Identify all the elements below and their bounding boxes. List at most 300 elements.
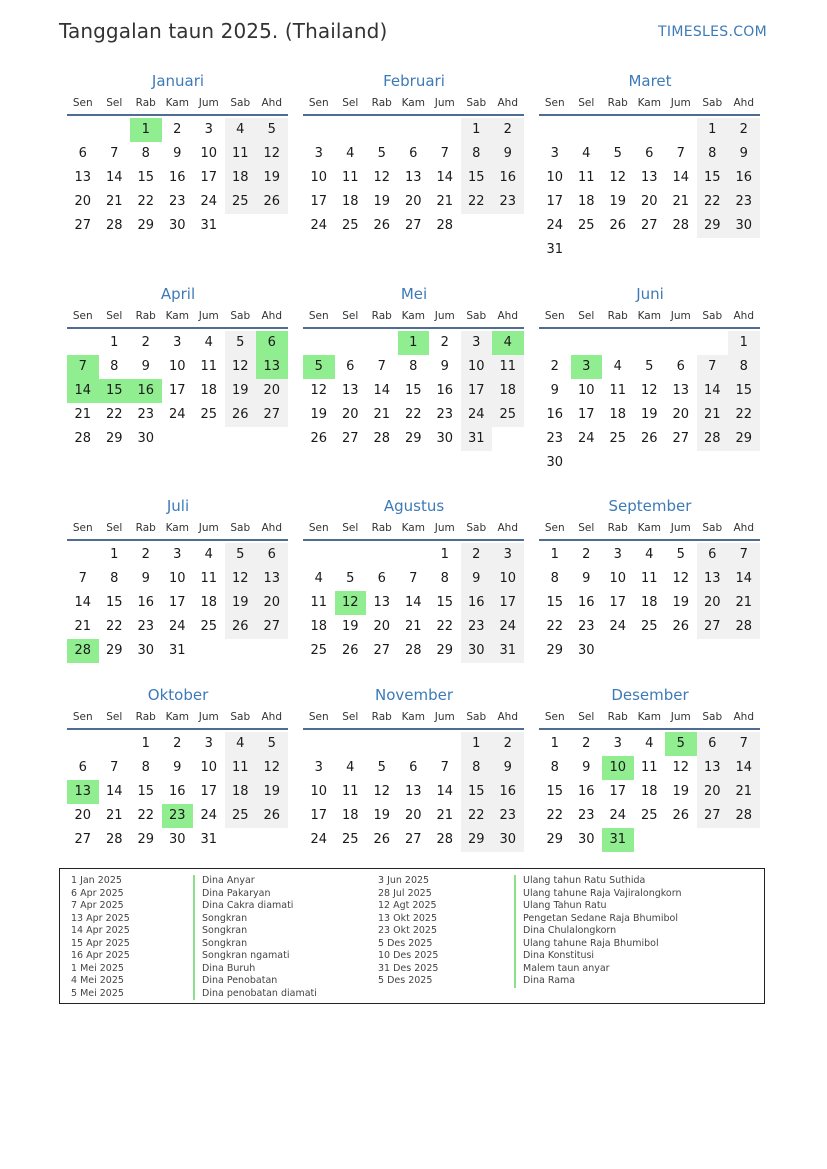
day-cell: 30 — [137, 431, 155, 446]
day-cell: 21 — [436, 194, 454, 209]
day-cell: 5 — [225, 543, 257, 567]
week-row — [67, 190, 289, 214]
day-cell: 24 — [609, 808, 627, 823]
day-cell: 22 — [546, 808, 564, 823]
weekday-label: Sab — [702, 711, 723, 723]
weekday-label: Jum — [434, 310, 455, 322]
day-cell: 5 — [256, 732, 288, 756]
day-cell: 7 — [78, 571, 87, 586]
day-cell: 11 — [341, 784, 359, 799]
day-cell: 3 — [173, 547, 182, 562]
day-cell: 17 — [577, 407, 595, 422]
day-cell: 17 — [200, 170, 218, 185]
weekday-label: Sel — [578, 310, 595, 322]
day-cell: 17 — [168, 595, 186, 610]
day-cell: 18 — [492, 379, 524, 403]
day-cell: 7 — [697, 355, 729, 379]
day-cell: 13 — [640, 170, 658, 185]
day-cell: 26 — [225, 615, 257, 639]
weekday-header — [67, 519, 289, 537]
week-row — [539, 804, 761, 828]
day-cell: 25 — [609, 431, 627, 446]
weekday-label: Rab — [607, 522, 628, 534]
day-cell: 6 — [409, 146, 418, 161]
weekday-label: Kam — [165, 97, 189, 109]
day-cell: 21 — [728, 780, 760, 804]
weekday-label: Rab — [371, 711, 392, 723]
week-row — [303, 118, 525, 142]
day-cell: 22 — [137, 194, 155, 209]
legend-date: 4 Mei 2025 — [71, 975, 124, 986]
site-logo-link[interactable]: TIMESLES.COM — [658, 24, 767, 40]
legend-holiday-name: Dina Pakaryan — [193, 888, 317, 901]
weekday-label: Sen — [308, 97, 329, 109]
day-cell: 20 — [341, 407, 359, 422]
week-row — [67, 639, 289, 663]
day-cell: 1 — [461, 732, 493, 756]
week-row — [539, 355, 761, 379]
day-cell: 15 — [697, 166, 729, 190]
empty-cell — [539, 331, 571, 355]
day-cell: 31 — [461, 427, 493, 451]
day-cell: 20 — [74, 808, 92, 823]
day-cell: 22 — [105, 619, 123, 634]
header-rule — [539, 539, 760, 541]
day-cell: 10 — [310, 170, 328, 185]
day-cell: 13 — [74, 170, 92, 185]
day-cell: 13 — [256, 355, 288, 379]
day-cell: 8 — [550, 571, 559, 586]
weekday-label: Ahd — [733, 522, 754, 534]
day-cell: 20 — [74, 194, 92, 209]
day-cell: 29 — [404, 431, 422, 446]
empty-cell — [225, 214, 257, 238]
day-cell: 24 — [168, 407, 186, 422]
weekday-label: Sen — [72, 97, 93, 109]
empty-cell — [602, 331, 634, 355]
week-row — [539, 639, 761, 663]
day-cell: 18 — [640, 784, 658, 799]
weekday-label: Sab — [466, 310, 487, 322]
day-cell: 17 — [200, 784, 218, 799]
day-cell: 11 — [640, 760, 658, 775]
weekday-label: Sel — [342, 310, 359, 322]
weekday-label: Sel — [106, 522, 123, 534]
month-name: November — [374, 686, 454, 704]
day-cell: 20 — [373, 619, 391, 634]
day-cell: 18 — [609, 407, 627, 422]
day-cell: 12 — [310, 383, 328, 398]
weekday-header — [539, 519, 761, 537]
week-row — [303, 427, 525, 451]
legend-date: 3 Jun 2025 — [378, 875, 430, 886]
day-cell: 6 — [78, 760, 87, 775]
empty-cell — [728, 238, 760, 262]
day-cell: 18 — [200, 595, 218, 610]
empty-cell — [571, 238, 603, 262]
legend-holiday-name: Ulang tahun Ratu Suthida — [514, 875, 681, 888]
day-cell: 19 — [609, 194, 627, 209]
day-cell: 3 — [492, 543, 524, 567]
week-row — [67, 118, 289, 142]
month-name: April — [160, 285, 196, 303]
empty-cell — [571, 451, 603, 475]
weekday-label: Rab — [607, 711, 628, 723]
day-cell: 5 — [377, 760, 386, 775]
day-cell: 27 — [404, 832, 422, 847]
day-cell: 12 — [373, 784, 391, 799]
weekday-header — [303, 519, 525, 537]
week-row — [67, 403, 289, 427]
day-cell: 30 — [436, 431, 454, 446]
weekday-header — [67, 307, 289, 325]
day-cell: 5 — [225, 331, 257, 355]
legend-holiday-name: Dina Chulalongkorn — [514, 925, 681, 938]
day-cell: 26 — [341, 643, 359, 658]
header-rule — [303, 327, 524, 329]
week-row — [303, 142, 525, 166]
day-cell: 21 — [74, 407, 92, 422]
day-cell: 15 — [436, 595, 454, 610]
day-cell: 29 — [546, 643, 564, 658]
day-cell: 25 — [492, 403, 524, 427]
empty-cell — [225, 639, 257, 663]
day-cell: 5 — [645, 359, 654, 374]
day-cell: 25 — [341, 218, 359, 233]
legend-dates-left — [71, 875, 130, 1000]
weekday-label: Sab — [230, 522, 251, 534]
month-name: Januari — [151, 72, 205, 90]
day-cell: 3 — [613, 547, 622, 562]
day-cell: 4 — [346, 146, 355, 161]
empty-cell — [193, 427, 225, 451]
day-cell: 1 — [398, 331, 430, 355]
empty-cell — [697, 238, 729, 262]
empty-cell — [366, 118, 398, 142]
day-cell: 19 — [373, 194, 391, 209]
empty-cell — [67, 118, 99, 142]
day-cell: 23 — [546, 431, 564, 446]
day-cell: 30 — [168, 218, 186, 233]
day-cell: 28 — [697, 427, 729, 451]
day-cell: 10 — [492, 567, 524, 591]
day-cell: 24 — [492, 615, 524, 639]
empty-cell — [492, 214, 524, 238]
header-rule — [303, 539, 524, 541]
day-cell: 1 — [440, 547, 449, 562]
weekday-label: Kam — [165, 522, 189, 534]
header-rule — [539, 114, 760, 116]
month-name: Maret — [628, 72, 672, 90]
day-cell: 26 — [672, 619, 690, 634]
week-row — [539, 238, 761, 262]
empty-cell — [602, 118, 634, 142]
weekday-label: Sab — [702, 310, 723, 322]
weekday-label: Kam — [401, 711, 425, 723]
day-cell: 27 — [74, 832, 92, 847]
day-cell: 16 — [728, 166, 760, 190]
day-cell: 22 — [461, 190, 493, 214]
day-cell: 23 — [577, 808, 595, 823]
day-cell: 11 — [577, 170, 595, 185]
day-cell: 16 — [137, 595, 155, 610]
day-cell: 18 — [225, 166, 257, 190]
day-cell: 29 — [436, 643, 454, 658]
empty-cell — [634, 828, 666, 852]
week-row — [67, 780, 289, 804]
weekday-header — [539, 708, 761, 726]
day-cell: 16 — [546, 407, 564, 422]
empty-cell — [398, 118, 430, 142]
empty-cell — [665, 238, 697, 262]
day-cell: 18 — [310, 619, 328, 634]
day-cell: 5 — [346, 571, 355, 586]
holiday-legend — [59, 868, 765, 1004]
week-row — [303, 804, 525, 828]
weekday-label: Rab — [135, 97, 156, 109]
week-row — [539, 615, 761, 639]
legend-date: 13 Apr 2025 — [71, 912, 130, 924]
empty-cell — [303, 331, 335, 355]
weekday-label: Ahd — [733, 711, 754, 723]
day-cell: 21 — [105, 194, 123, 209]
empty-cell — [665, 331, 697, 355]
day-cell: 5 — [377, 146, 386, 161]
day-cell: 17 — [492, 591, 524, 615]
day-cell: 16 — [577, 784, 595, 799]
day-cell: 7 — [67, 355, 99, 379]
day-cell: 9 — [440, 359, 449, 374]
day-cell: 16 — [436, 383, 454, 398]
day-cell: 17 — [609, 784, 627, 799]
day-cell: 9 — [461, 567, 493, 591]
day-cell: 8 — [110, 359, 119, 374]
week-row — [303, 828, 525, 852]
weekday-label: Jum — [670, 310, 691, 322]
legend-date: 16 Apr 2025 — [71, 950, 130, 961]
legend-holiday-name: Ulang tahune Raja Vajiralongkorn — [514, 888, 681, 901]
weekday-label: Sab — [466, 711, 487, 723]
week-row — [539, 118, 761, 142]
week-row — [303, 379, 525, 403]
day-cell: 13 — [672, 383, 690, 398]
day-cell: 3 — [173, 335, 182, 350]
day-cell: 1 — [110, 547, 119, 562]
empty-cell — [67, 331, 99, 355]
empty-cell — [256, 828, 288, 852]
day-cell: 30 — [168, 832, 186, 847]
day-cell: 31 — [602, 828, 634, 852]
day-cell: 5 — [256, 118, 288, 142]
day-cell: 24 — [200, 808, 218, 823]
day-cell: 20 — [697, 780, 729, 804]
month-name: Oktober — [147, 686, 209, 704]
day-cell: 22 — [697, 190, 729, 214]
day-cell: 2 — [582, 547, 591, 562]
empty-cell — [335, 118, 367, 142]
day-cell: 28 — [404, 643, 422, 658]
day-cell: 28 — [67, 639, 99, 663]
month-name: Mei — [400, 285, 428, 303]
weekday-label: Ahd — [733, 310, 754, 322]
weekday-label: Ahd — [497, 522, 518, 534]
day-cell: 24 — [577, 431, 595, 446]
legend-holiday-name: Dina Rama — [514, 975, 681, 988]
weekday-label: Sab — [230, 97, 251, 109]
day-cell: 25 — [640, 808, 658, 823]
day-cell: 26 — [373, 218, 391, 233]
day-cell: 24 — [200, 194, 218, 209]
weekday-label: Sen — [544, 97, 565, 109]
day-cell: 19 — [310, 407, 328, 422]
day-cell: 19 — [341, 619, 359, 634]
weekday-label: Ahd — [261, 310, 282, 322]
day-cell: 20 — [256, 591, 288, 615]
weekday-label: Kam — [637, 97, 661, 109]
day-cell: 28 — [105, 218, 123, 233]
week-row — [303, 567, 525, 591]
month-name: Juni — [636, 285, 664, 303]
day-cell: 14 — [436, 784, 454, 799]
day-cell: 14 — [373, 383, 391, 398]
day-cell: 6 — [697, 543, 729, 567]
day-cell: 3 — [571, 355, 603, 379]
week-row — [539, 828, 761, 852]
weekday-label: Sel — [578, 522, 595, 534]
day-cell: 14 — [728, 567, 760, 591]
day-cell: 26 — [310, 431, 328, 446]
day-cell: 14 — [436, 170, 454, 185]
day-cell: 19 — [373, 808, 391, 823]
weekday-label: Sen — [72, 310, 93, 322]
month-name: Juli — [166, 497, 190, 515]
week-row — [67, 567, 289, 591]
week-row — [67, 591, 289, 615]
day-cell: 23 — [577, 619, 595, 634]
day-cell: 11 — [341, 170, 359, 185]
empty-cell — [429, 118, 461, 142]
day-cell: 14 — [74, 595, 92, 610]
day-cell: 19 — [672, 595, 690, 610]
header-rule — [303, 114, 524, 116]
week-row — [539, 756, 761, 780]
day-cell: 6 — [346, 359, 355, 374]
day-cell: 21 — [404, 619, 422, 634]
empty-cell — [366, 543, 398, 567]
day-cell: 14 — [697, 379, 729, 403]
day-cell: 4 — [204, 335, 213, 350]
month-mei — [303, 283, 525, 451]
day-cell: 3 — [461, 331, 493, 355]
day-cell: 8 — [409, 359, 418, 374]
day-cell: 21 — [697, 403, 729, 427]
legend-holiday-name: Ulang Tahun Ratu — [514, 900, 681, 913]
weekday-label: Jum — [670, 97, 691, 109]
day-cell: 11 — [310, 595, 328, 610]
week-row — [67, 142, 289, 166]
week-row — [303, 543, 525, 567]
week-row — [67, 166, 289, 190]
day-cell: 13 — [373, 595, 391, 610]
day-cell: 7 — [728, 543, 760, 567]
day-cell: 28 — [436, 218, 454, 233]
empty-cell — [571, 331, 603, 355]
weekday-label: Sel — [342, 97, 359, 109]
weekday-label: Sel — [106, 310, 123, 322]
day-cell: 10 — [310, 784, 328, 799]
month-name: September — [608, 497, 692, 515]
week-row — [539, 451, 761, 475]
day-cell: 14 — [105, 784, 123, 799]
day-cell: 4 — [346, 760, 355, 775]
day-cell: 30 — [546, 455, 564, 470]
day-cell: 31 — [492, 639, 524, 663]
day-cell: 18 — [341, 194, 359, 209]
weekday-header — [303, 307, 525, 325]
weekday-label: Sel — [106, 711, 123, 723]
day-cell: 29 — [546, 832, 564, 847]
weekday-label: Kam — [165, 310, 189, 322]
empty-cell — [398, 732, 430, 756]
day-cell: 5 — [676, 547, 685, 562]
header-rule — [67, 539, 288, 541]
day-cell: 9 — [173, 146, 182, 161]
day-cell: 30 — [137, 643, 155, 658]
day-cell: 11 — [200, 571, 218, 586]
weekday-label: Ahd — [497, 97, 518, 109]
legend-holiday-name: Dina Konstitusi — [514, 950, 681, 963]
week-row — [539, 403, 761, 427]
day-cell: 24 — [168, 619, 186, 634]
day-cell: 27 — [697, 615, 729, 639]
empty-cell — [665, 118, 697, 142]
day-cell: 23 — [168, 194, 186, 209]
day-cell: 10 — [168, 571, 186, 586]
legend-holiday-name: Songkran ngamati — [193, 950, 317, 963]
day-cell: 14 — [67, 379, 99, 403]
day-cell: 11 — [640, 571, 658, 586]
month-desember — [539, 684, 761, 852]
week-row — [303, 780, 525, 804]
day-cell: 22 — [105, 407, 123, 422]
legend-holiday-name: Ulang tahune Raja Bhumibol — [514, 938, 681, 951]
week-row — [539, 780, 761, 804]
empty-cell — [335, 732, 367, 756]
day-cell: 25 — [225, 804, 257, 828]
month-september — [539, 495, 761, 663]
weekday-label: Rab — [371, 97, 392, 109]
day-cell: 13 — [256, 567, 288, 591]
day-cell: 11 — [609, 383, 627, 398]
legend-dates-right — [378, 875, 438, 988]
day-cell: 14 — [404, 595, 422, 610]
week-row — [303, 403, 525, 427]
week-row — [539, 214, 761, 238]
day-cell: 8 — [550, 760, 559, 775]
day-cell: 29 — [697, 214, 729, 238]
day-cell: 23 — [137, 619, 155, 634]
empty-cell — [665, 451, 697, 475]
empty-cell — [539, 118, 571, 142]
day-cell: 6 — [676, 359, 685, 374]
weekday-label: Sab — [702, 522, 723, 534]
day-cell: 1 — [130, 118, 162, 142]
day-cell: 20 — [404, 194, 422, 209]
week-row — [539, 543, 761, 567]
day-cell: 18 — [225, 780, 257, 804]
day-cell: 23 — [728, 190, 760, 214]
day-cell: 15 — [728, 379, 760, 403]
